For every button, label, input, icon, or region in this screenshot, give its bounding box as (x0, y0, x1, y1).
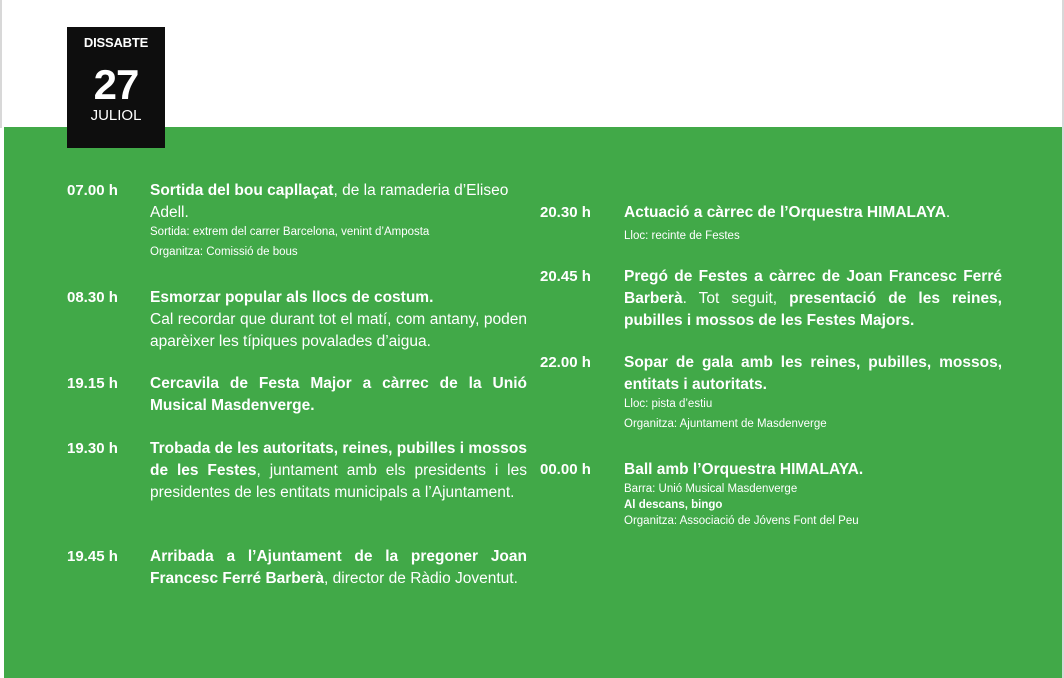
event-text: , de la ramaderia d’Eliseo Adell. (150, 182, 509, 221)
event-description (150, 287, 527, 353)
date-month: JULIOL (90, 107, 142, 124)
event-time: 00.00 h (540, 461, 591, 478)
event-detail: Al descans, bingo (624, 499, 723, 511)
event-detail: Organitza: Comissió de bous (150, 246, 298, 258)
event-title: Actuació a càrrec de l’Orquestra HIMALAYA (624, 204, 946, 221)
event-description (624, 352, 1002, 432)
event-title: Sortida del bou capllaçat (150, 182, 334, 199)
event-description (150, 180, 527, 260)
event-title-continued: presentació de les reines, pubilles i mossos de les Festes Majors. (624, 290, 1002, 329)
event-description (624, 459, 1002, 529)
event-time: 08.30 h (67, 289, 118, 306)
event-title: Ball amb l’Orquestra HIMALAYA. (624, 461, 864, 478)
date-day: 27 (93, 61, 139, 108)
event-text: , director de Ràdio Joventut. (324, 570, 518, 587)
event-detail: Barra: Unió Musical Masdenverge (624, 483, 798, 495)
event-detail: Organitza: Ajuntament de Masdenverge (624, 418, 827, 430)
event-time: 19.30 h (67, 440, 118, 457)
event-time: 19.45 h (67, 548, 118, 565)
event-text: . Tot seguit, (682, 290, 790, 307)
event-time: 20.45 h (540, 268, 591, 285)
event-description (150, 373, 527, 417)
date-badge (67, 27, 165, 148)
event-title: Pregó de Festes a càrrec de Joan Francesc Ferré Barberà (624, 268, 1002, 307)
event-detail: Organitza: Associació de Jóvens Font del Peu (624, 515, 859, 527)
event-detail: Sortida: extrem del carrer Barcelona, venint d’Amposta (150, 226, 430, 238)
event-title: Trobada de les autoritats, reines, pubilles i mossos de les Festes (150, 440, 527, 479)
event-title: Cercavila de Festa Major a càrrec de la Unió Musical Masdenverge. (150, 375, 527, 414)
event-title: Esmorzar popular als llocs de costum. (150, 289, 434, 306)
date-weekday: DISSABTE (83, 35, 149, 50)
event-detail: Lloc: pista d’estiu (624, 398, 713, 410)
event-time: 19.15 h (67, 375, 118, 392)
event-time: 20.30 h (540, 204, 591, 221)
event-detail: Lloc: recinte de Festes (624, 230, 740, 242)
page-edge-left (0, 0, 2, 128)
event-title: Sopar de gala amb les reines, pubilles, mossos, entitats i autoritats. (624, 354, 1002, 393)
event-description (150, 546, 527, 590)
event-time: 22.00 h (540, 354, 591, 371)
event-title: Arribada a l’Ajuntament de la pregoner Joan Francesc Ferré Barberà (150, 548, 527, 587)
event-text: Cal recordar que durant tot el matí, com antany, poden aparèixer les típiques povalades d’aigua. (150, 311, 527, 350)
event-description (150, 438, 527, 504)
event-time: 07.00 h (67, 182, 118, 199)
event-description (624, 266, 1002, 332)
event-description (624, 202, 1002, 244)
event-text: . (945, 204, 951, 221)
event-text: , juntament amb els presidents i les presidentes de les entitats municipals a l’Ajuntament. (150, 462, 527, 501)
